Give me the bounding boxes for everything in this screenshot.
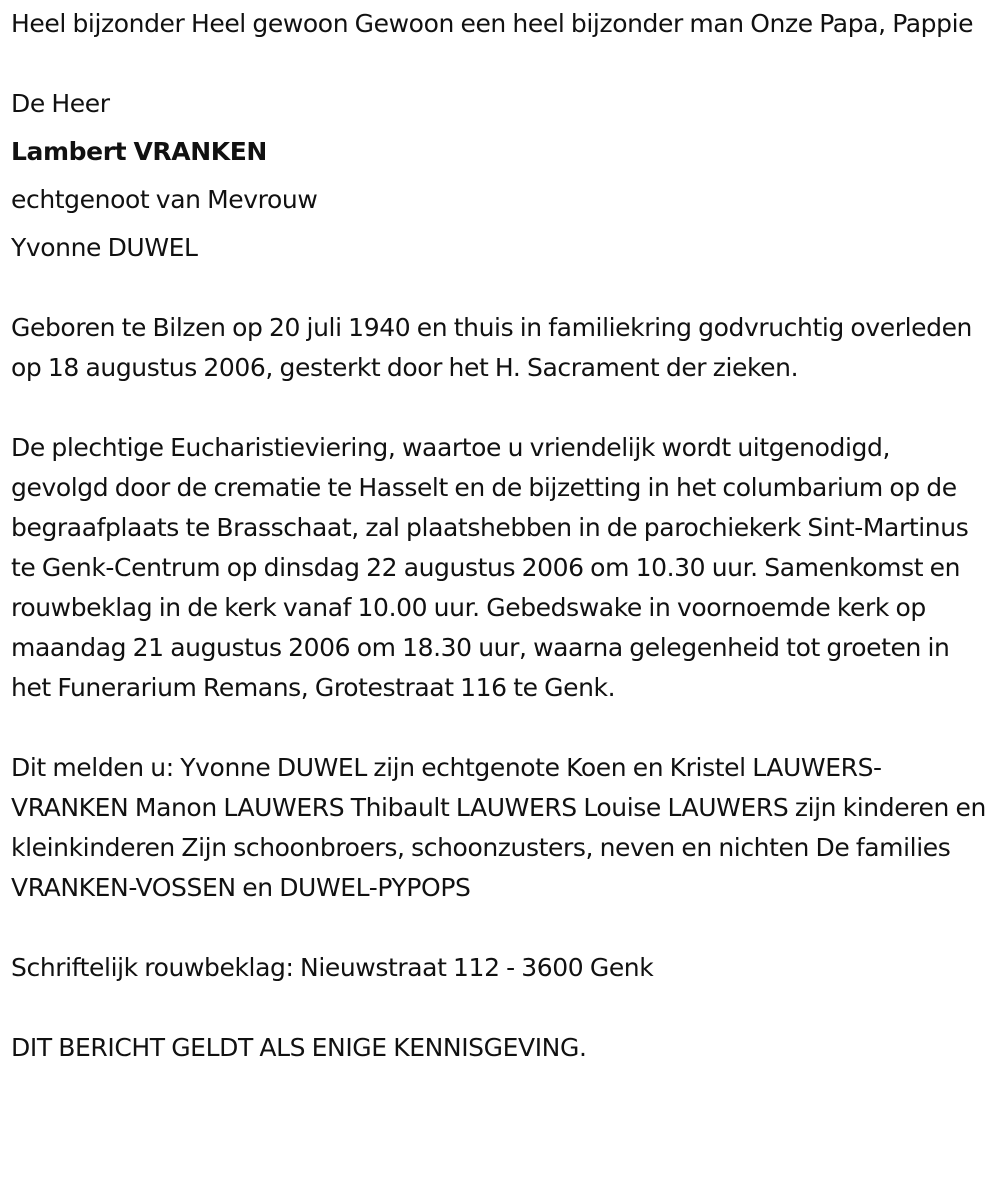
spouse-name: Yvonne DUWEL (11, 233, 198, 262)
intro-text: Heel bijzonder Heel gewoon Gewoon een heel bijzonder man Onze Papa, Pappie (11, 9, 974, 38)
spacer (11, 268, 993, 308)
spacer (11, 44, 993, 84)
condolences-address: Schriftelijk rouwbeklag: Nieuwstraat 112 - 3600 Genk (11, 953, 654, 982)
announced-by-text: Dit melden u: Yvonne DUWEL zijn echtgenote Koen en Kristel LAUWERS-VRANKEN Manon LAUWERS Thibault LAUWERS Louise LAUWERS zijn kinderen en kleinkinderen Zijn schoonbroers, schoonzusters, neven en nichten De families VRANKEN-VOSSEN en DUWEL-PYPOPS (11, 753, 986, 902)
obituary-notice (11, 4, 993, 1068)
birth-death-text: Geboren te Bilzen op 20 juli 1940 en thuis in familiekring godvruchtig overleden op 18 augustus 2006, gesterkt door het H. Sacrament der zieken. (11, 313, 973, 382)
spacer (11, 908, 993, 948)
spouse-label: echtgenoot van Mevrouw (11, 185, 318, 214)
spacer (11, 708, 993, 748)
ceremony-text: De plechtige Eucharistieviering, waartoe u vriendelijk wordt uitgenodigd, gevolgd door de crematie te Hasselt en de bijzetting in het columbarium op de begraafplaats te Brasschaat, zal plaatshebben in de parochiekerk Sint-Martinus te Genk-Centrum op dinsdag 22 augustus 2006 om 10.30 uur. Samenkomst en rouwbeklag in de kerk vanaf 10.00 uur. Gebedswake in voornoemde kerk op maandag 21 augustus 2006 om 18.30 uur, waarna gelegenheid tot groeten in het Funerarium Remans, Grotestraat 116 te Genk. (11, 433, 969, 702)
honorific: De Heer (11, 89, 110, 118)
deceased-name: Lambert VRANKEN (11, 137, 267, 166)
spacer (11, 988, 993, 1028)
notice-text: DIT BERICHT GELDT ALS ENIGE KENNISGEVING. (11, 1033, 587, 1062)
spacer (11, 388, 993, 428)
